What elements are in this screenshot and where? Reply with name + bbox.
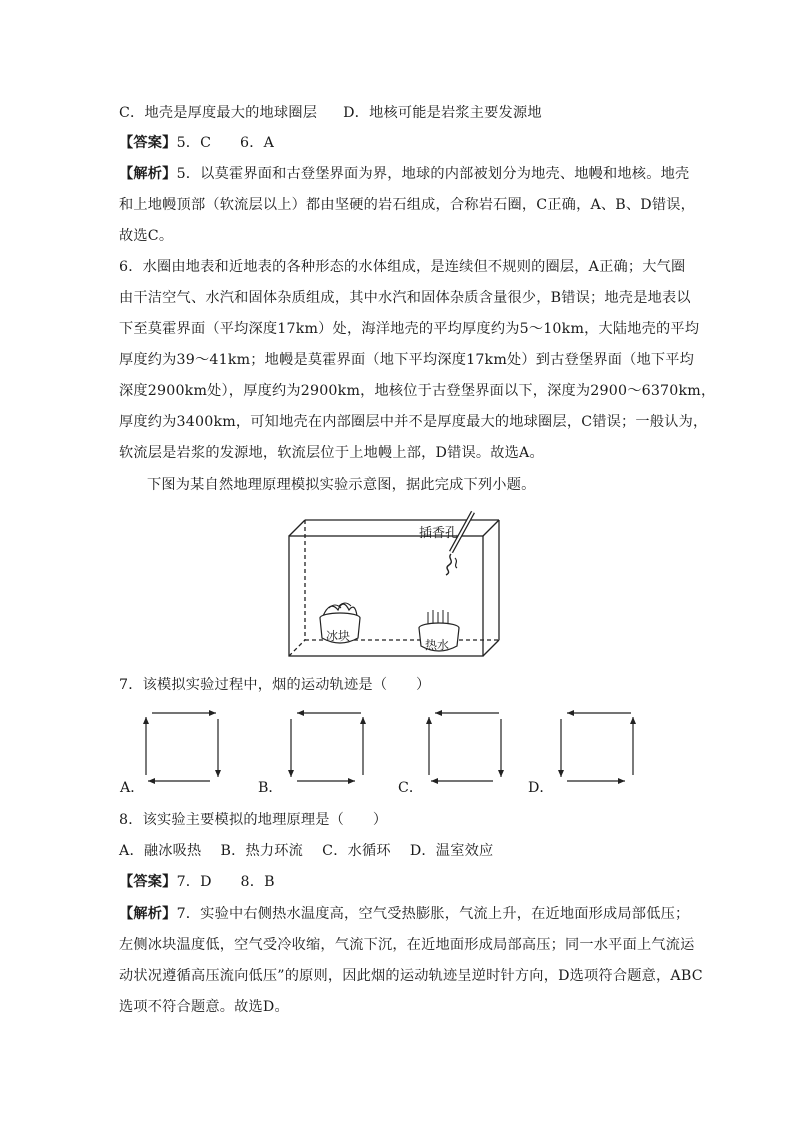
option-c-text: C．地壳是厚度最大的地球圈层 — [119, 105, 318, 121]
analysis-line-8: 深度2900km处），厚度约为2900km，地核位于古登堡界面以下，深度为2900～6370km， — [119, 383, 716, 399]
question-7: 7．该模拟实验过程中，烟的运动轨迹是（ ） — [119, 677, 431, 693]
analysis2-line-2: 左侧冰块温度低，空气受冷收缩，气流下沉，在近地面形成局部高压；同一水平面上气流运 — [119, 937, 695, 953]
ice-label: 冰块 — [326, 629, 351, 643]
answer-line-1 — [119, 133, 689, 153]
figure-intro: 下图为某自然地理原理模拟实验示意图，据此完成下列小题。 — [147, 477, 536, 493]
analysis-body: 5．以莫霍界面和古登堡界面为界，地球的内部被划分为地壳、地幔和地核。地壳 — [176, 166, 690, 182]
hot-water-label: 热水 — [425, 638, 450, 652]
option-b-diagram — [285, 705, 369, 787]
option-c-diagram — [423, 705, 507, 787]
answer-tag-2: 【答案】 — [119, 874, 177, 890]
analysis-line-1 — [119, 164, 689, 184]
answer-line-2 — [119, 872, 689, 892]
smoke-icon — [446, 554, 451, 575]
incense-hole-label: 插香孔 — [419, 526, 459, 541]
answer-body: 5．C 6．A — [176, 135, 275, 151]
answer-body-2: 7．D 8．B — [176, 874, 275, 890]
analysis-line-6: 下至莫霍界面（平均深度17km）处，海洋地壳的平均厚度约为5～10km，大陆地壳的平均 — [119, 321, 700, 337]
answer-tag: 【答案】 — [119, 135, 177, 151]
analysis2-body: 7．实验中右侧热水温度高，空气受热膨胀，气流上升，在近地面形成局部低压； — [176, 906, 690, 922]
analysis-line-9: 厚度约为3400km，可知地壳在内部圈层中并不是厚度最大的地球圈层，C错误；一般认为， — [119, 414, 708, 430]
option-d-label: D． — [528, 780, 554, 796]
analysis2-line-3: 动状况遵循高压流向低压”的原则，因此烟的运动轨迹呈逆时针方向，D选项符合题意，ABC — [119, 968, 703, 984]
option-c-label: C． — [398, 780, 424, 796]
analysis-line-7: 厚度约为39～41km；地幔是莫霍界面（地下平均深度17km处）到古登堡界面（地下平均 — [119, 352, 695, 368]
analysis-tag: 【解析】 — [119, 166, 177, 182]
option-d-text: D．地核可能是岩浆主要发源地 — [343, 105, 542, 121]
analysis-line-5: 由干洁空气、水汽和固体杂质组成，其中水汽和固体杂质含量很少，B错误；地壳是地表以 — [119, 290, 691, 306]
option-a-label: A． — [120, 780, 145, 796]
experiment-figure — [283, 508, 515, 662]
option-b-label: B． — [258, 780, 283, 796]
analysis-line-10: 软流层是岩浆的发源地，软流层位于上地幔上部，D错误。故选A。 — [119, 445, 544, 461]
analysis-line-4: 6．水圈由地表和近地表的各种形态的水体组成，是连续但不规则的圈层，A正确；大气圈 — [119, 259, 686, 275]
option-d-diagram — [555, 705, 639, 787]
option-a-diagram — [140, 705, 224, 787]
analysis2-line-4: 选项不符合题意。故选D。 — [119, 999, 289, 1015]
question-8-options: A．融冰吸热 B．热力环流 C．水循环 D．温室效应 — [119, 843, 494, 859]
analysis-line-2: 和上地幔顶部（软流层以上）都由坚硬的岩石组成，合称岩石圈，C正确，A、B、D错误， — [119, 197, 696, 213]
box-bottom-right-edge — [483, 640, 499, 656]
option-line-c-d — [119, 103, 689, 123]
question-8: 8．该实验主要模拟的地理原理是（ ） — [119, 812, 388, 828]
analysis-tag-2: 【解析】 — [119, 906, 177, 922]
box-bottom-left-hidden-edge — [289, 640, 305, 656]
analysis2-line-1 — [119, 904, 689, 924]
box-top-left-edge — [289, 520, 305, 536]
box-top-right-edge — [483, 520, 499, 536]
analysis-line-3: 故选C。 — [119, 228, 174, 244]
